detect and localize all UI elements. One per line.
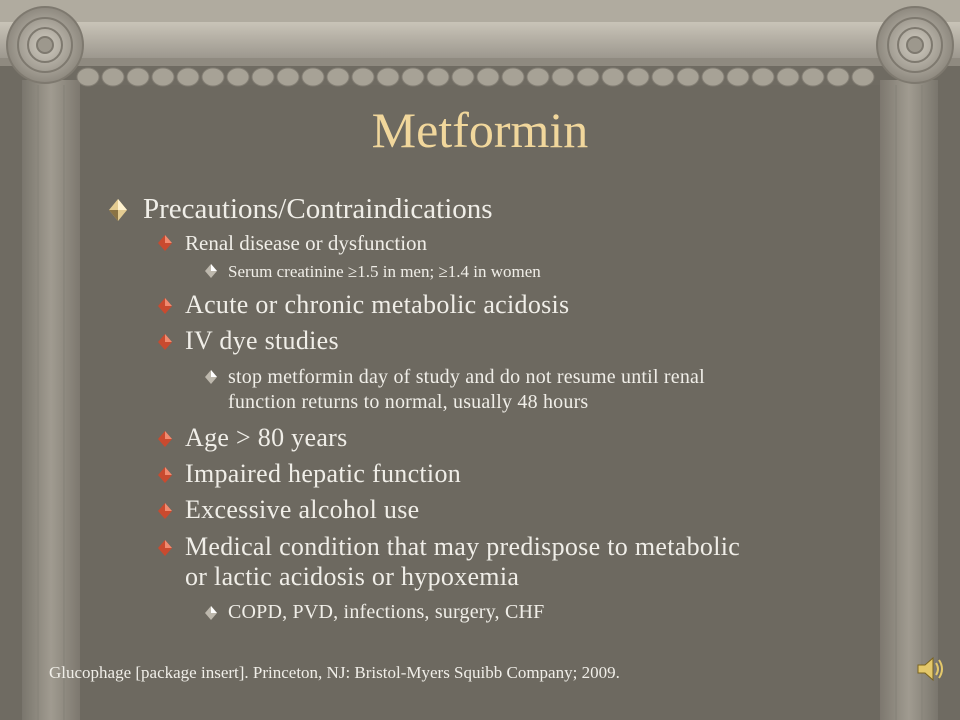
- diamond-bullet-icon: [158, 431, 172, 447]
- diamond-bullet-icon: [205, 606, 217, 620]
- bullet-stop-metformin-line1: stop metformin day of study and do not resume until renal: [228, 366, 705, 388]
- bullet-serum-creatinine: Serum creatinine ≥1.5 in men; ≥1.4 in women: [228, 262, 541, 281]
- bullet-hepatic: Impaired hepatic function: [185, 459, 462, 488]
- bullet-medical-condition-line2: or lactic acidosis or hypoxemia: [185, 562, 520, 591]
- bullet-copd: COPD, PVD, infections, surgery, CHF: [228, 601, 545, 623]
- diamond-bullet-icon: [158, 540, 172, 556]
- diamond-bullet-icon: [205, 370, 217, 384]
- diamond-bullet-icon: [205, 264, 217, 278]
- reference-citation: Glucophage [package insert]. Princeton, NJ: Bristol-Myers Squibb Company; 2009.: [49, 663, 620, 682]
- speaker-icon[interactable]: [916, 654, 946, 684]
- bullet-stop-metformin-line2: function returns to normal, usually 48 hours: [228, 391, 589, 413]
- diamond-bullet-icon: [109, 199, 127, 221]
- diamond-bullet-icon: [158, 467, 172, 483]
- bullet-renal-disease: Renal disease or dysfunction: [185, 231, 428, 255]
- diamond-bullet-icon: [158, 334, 172, 350]
- bullet-acidosis: Acute or chronic metabolic acidosis: [185, 290, 570, 319]
- slide-title: Metformin: [371, 102, 589, 158]
- diamond-bullet-icon: [158, 298, 172, 314]
- bullet-iv-dye: IV dye studies: [185, 326, 339, 355]
- bullet-alcohol: Excessive alcohol use: [185, 495, 420, 524]
- diamond-bullet-icon: [158, 235, 172, 251]
- bullet-age: Age > 80 years: [185, 423, 348, 452]
- bullet-medical-condition-line1: Medical condition that may predispose to metabolic: [185, 532, 741, 561]
- bullet-precautions: Precautions/Contraindications: [143, 193, 493, 225]
- diamond-bullet-icon: [158, 503, 172, 519]
